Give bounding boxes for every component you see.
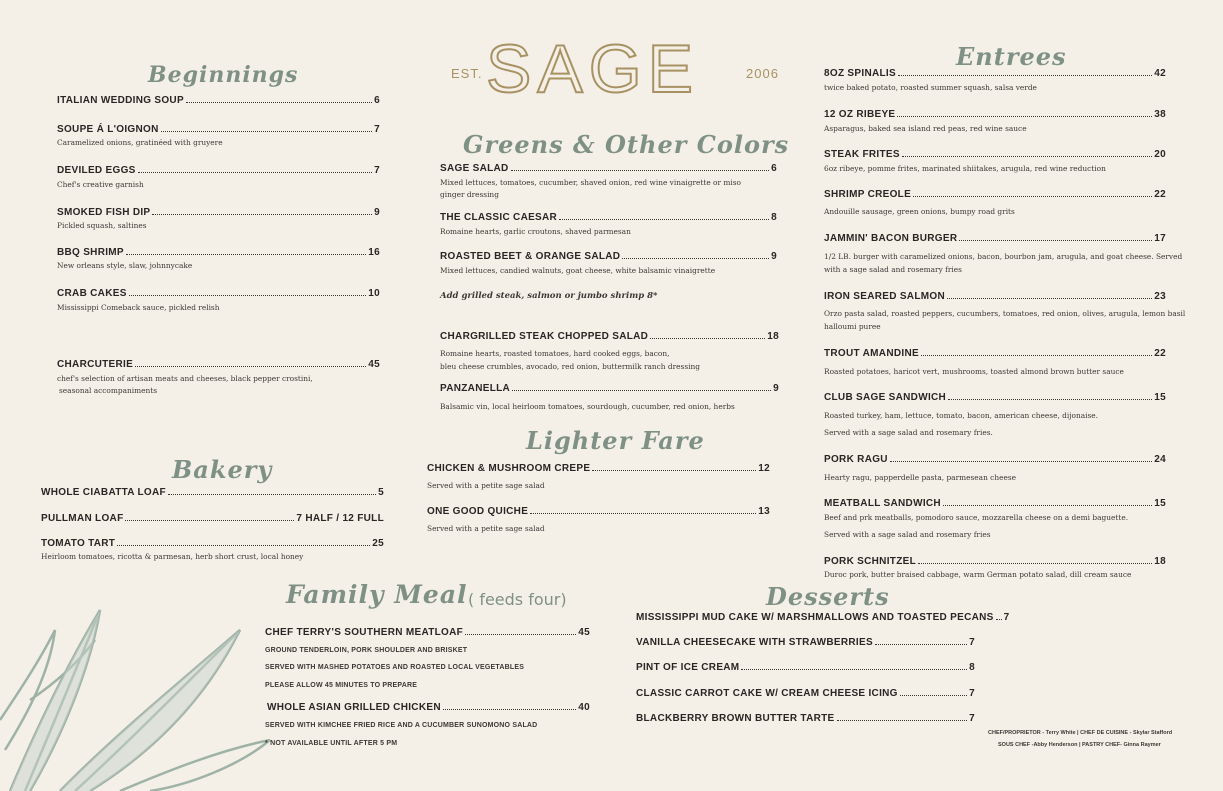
menu-item: THE CLASSIC CAESAR 8 — [440, 212, 777, 223]
menu-item: BLACKBERRY BROWN BUTTER TARTE 7 — [636, 713, 975, 724]
item-description: Mixed lettuces, tomatoes, cucumber, shaved onion, red wine vinaigrette or miso — [440, 178, 741, 187]
item-description: Served with a sage salad and rosemary fries — [824, 530, 991, 539]
menu-item: BBQ SHRIMP 16 — [57, 247, 380, 258]
item-description: seasonal accompaniments — [59, 386, 158, 395]
item-description: halloumi puree — [824, 322, 881, 331]
menu-item: PINT OF ICE CREAM 8 — [636, 662, 975, 673]
menu-item: PANZANELLA 9 — [440, 383, 779, 394]
item-description: bleu cheese crumbles, avocado, red onion, buttermilk ranch dressing — [440, 362, 700, 371]
item-description: Hearty ragu, papperdelle pasta, parmesean cheese — [824, 473, 1016, 482]
menu-item: PULLMAN LOAF 7 HALF / 12 FULL — [41, 513, 384, 524]
item-description: Asparagus, baked sea island red peas, red wine sauce — [824, 124, 1027, 133]
item-description: Served with a petite sage salad — [427, 481, 545, 490]
menu-item: WHOLE CIABATTA LOAF 5 — [41, 487, 384, 498]
menu-item: CHARGRILLED STEAK CHOPPED SALAD 18 — [440, 331, 779, 342]
chef-credits: CHEF/PROPRIETOR - Terry White | CHEF DE CUISINE - Skylar Stafford — [988, 730, 1173, 736]
family-meal-title: Family Meal — [286, 580, 468, 609]
item-description: GROUND TENDERLOIN, PORK SHOULDER AND BRISKET — [265, 647, 468, 654]
menu-item: MEATBALL SANDWICH 15 — [824, 498, 1166, 509]
item-description: Balsamic vin, local heirloom tomatoes, sourdough, cucumber, red onion, herbs — [440, 402, 735, 411]
menu-item: SAGE SALAD 6 — [440, 163, 777, 174]
item-description: Served with a sage salad and rosemary fries. — [824, 428, 993, 437]
menu-item: WHOLE ASIAN GRILLED CHICKEN 40 — [267, 702, 590, 713]
beginnings-title: Beginnings — [148, 62, 299, 88]
item-description: * NOT AVAILABLE UNTIL AFTER 5 PM — [265, 740, 398, 747]
item-description: SERVED WITH KIMCHEE FRIED RICE AND A CUCUMBER SUNOMONO SALAD — [265, 722, 538, 729]
greens-title: Greens & Other Colors — [463, 130, 790, 159]
item-description: Orzo pasta salad, roasted peppers, cucumbers, tomatoes, red onion, olives, arugula, lemon basil — [824, 309, 1186, 318]
menu-item: STEAK FRITES 20 — [824, 149, 1166, 160]
menu-item: CHEF TERRY'S SOUTHERN MEATLOAF 45 — [265, 627, 590, 638]
item-description: Romaine hearts, garlic croutons, shaved parmesan — [440, 227, 631, 236]
item-description: Mississippi Comeback sauce, pickled relish — [57, 303, 220, 312]
item-description: Romaine hearts, roasted tomatoes, hard cooked eggs, bacon, — [440, 349, 670, 358]
menu-item: JAMMIN' BACON BURGER 17 — [824, 233, 1166, 244]
menu-item: MISSISSIPPI MUD CAKE W/ MARSHMALLOWS AND TOASTED PECANS 7 — [636, 612, 1010, 623]
menu-item: 8OZ SPINALIS 42 — [824, 68, 1166, 79]
menu-item: DEVILED EGGS 7 — [57, 165, 380, 176]
item-description: twice baked potato, roasted summer squash, salsa verde — [824, 83, 1037, 92]
est-label: EST. — [451, 66, 483, 81]
item-description: New orleans style, slaw, johnnycake — [57, 261, 193, 270]
menu-item: CHICKEN & MUSHROOM CREPE 12 — [427, 463, 770, 474]
item-description: chef's selection of artisan meats and cheeses, black pepper crostini, — [57, 374, 313, 383]
item-description: Roasted potatoes, haricot vert, mushrooms, toasted almond brown butter sauce — [824, 367, 1124, 376]
menu-item: VANILLA CHEESECAKE WITH STRAWBERRIES 7 — [636, 637, 975, 648]
menu-item: ITALIAN WEDDING SOUP 6 — [57, 95, 380, 106]
item-description: 1/2 LB. burger with caramelized onions, bacon, bourbon jam, arugula, and goat cheese. Served — [824, 252, 1183, 261]
menu-item: TOMATO TART 25 — [41, 538, 384, 549]
menu-item: CHARCUTERIE 45 — [57, 359, 380, 370]
item-description: SERVED WITH MASHED POTATOES AND ROASTED LOCAL VEGETABLES — [265, 664, 525, 671]
est-year: 2006 — [746, 66, 779, 81]
menu-item: CLASSIC CARROT CAKE W/ CREAM CHEESE ICING 7 — [636, 688, 975, 699]
entrees-title: Entrees — [956, 42, 1067, 71]
menu-item: PORK SCHNITZEL 18 — [824, 556, 1166, 567]
menu-item: ROASTED BEET & ORANGE SALAD 9 — [440, 251, 777, 262]
item-description: 6oz ribeye, pomme frites, marinated shiitakes, arugula, red wine reduction — [824, 164, 1106, 173]
lighter-fare-title: Lighter Fare — [526, 426, 705, 455]
menu-item: ONE GOOD QUICHE 13 — [427, 506, 770, 517]
leaf-illustration — [0, 600, 290, 791]
menu-item: PORK RAGU 24 — [824, 454, 1166, 465]
menu-item: 12 OZ RIBEYE 38 — [824, 109, 1166, 120]
chef-credits: SOUS CHEF -Abby Henderson | PASTRY CHEF- Ginna Raymer — [998, 742, 1161, 748]
item-description: PLEASE ALLOW 45 MINUTES TO PREPARE — [265, 682, 418, 689]
item-description: Roasted turkey, ham, lettuce, tomato, bacon, american cheese, dijonaise. — [824, 411, 1099, 420]
item-description: Pickled squash, saltines — [57, 221, 147, 230]
menu-item: CLUB SAGE SANDWICH 15 — [824, 392, 1166, 403]
item-description: ginger dressing — [440, 190, 499, 199]
item-description: Duroc pork, butter braised cabbage, warm German potato salad, dill cream sauce — [824, 570, 1132, 579]
menu-item: CRAB CAKES 10 — [57, 288, 380, 299]
item-description: Mixed lettuces, candied walnuts, goat cheese, white balsamic vinaigrette — [440, 266, 716, 275]
desserts-title: Desserts — [766, 582, 890, 611]
item-description: Heirloom tomatoes, ricotta & parmesan, herb short crust, local honey — [41, 552, 304, 561]
item-description: with a sage salad and rosemary fries — [824, 265, 962, 274]
item-description: Beef and prk meatballs, pomodoro sauce, mozzarella cheese on a demi baguette. — [824, 513, 1129, 522]
item-description: Chef's creative garnish — [57, 180, 144, 189]
menu-item: SMOKED FISH DIP 9 — [57, 207, 380, 218]
family-meal-note: ( feeds four) — [468, 590, 567, 609]
menu-item: SHRIMP CREOLE 22 — [824, 189, 1166, 200]
menu-item: TROUT AMANDINE 22 — [824, 348, 1166, 359]
item-description: Andouille sausage, green onions, bumpy road grits — [824, 207, 1015, 216]
add-protein-note: Add grilled steak, salmon or jumbo shrimp 8* — [440, 291, 658, 301]
menu-item: SOUPE Á L'OIGNON 7 — [57, 124, 380, 135]
item-description: Caramelized onions, gratinéed with gruyere — [57, 138, 223, 147]
item-description: Served with a petite sage salad — [427, 524, 545, 533]
menu-item: IRON SEARED SALMON 23 — [824, 291, 1166, 302]
sage-logo: SAGE — [486, 31, 699, 107]
bakery-title: Bakery — [172, 455, 273, 484]
